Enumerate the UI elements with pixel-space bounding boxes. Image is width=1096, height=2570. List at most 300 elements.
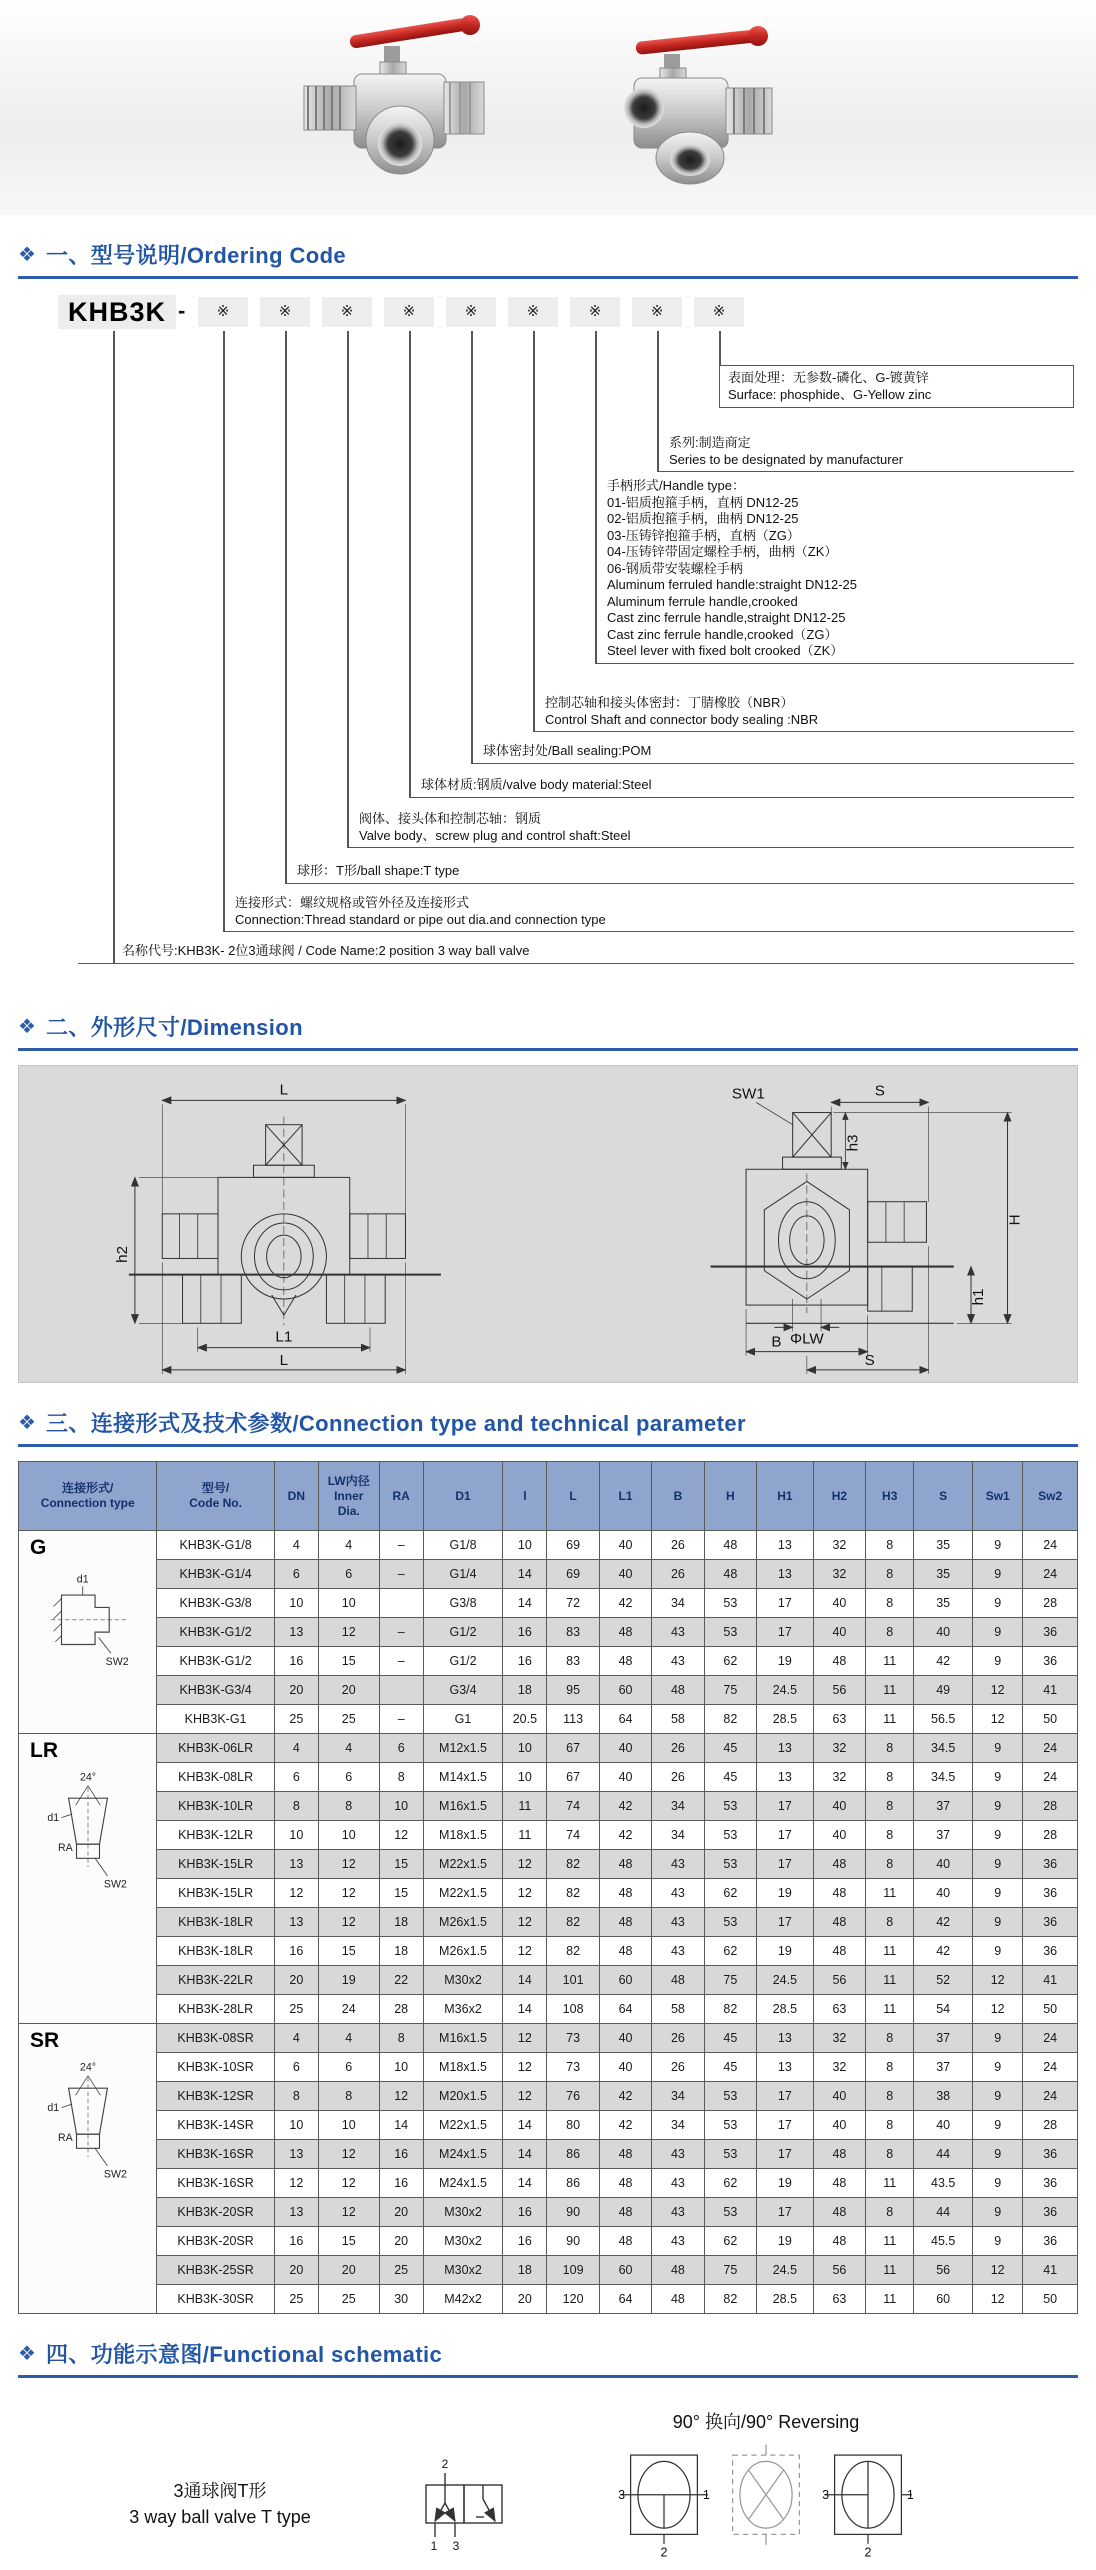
param-cell: 6 bbox=[318, 1560, 379, 1589]
callout-line: Control Shaft and connector body sealing :NBR bbox=[545, 711, 819, 727]
param-cell: 28 bbox=[1023, 1589, 1078, 1618]
reversing-squares bbox=[616, 2442, 916, 2560]
param-cell: 17 bbox=[757, 1589, 814, 1618]
callout-connector-line bbox=[533, 331, 535, 732]
param-cell: 6 bbox=[274, 2053, 318, 2082]
code-placeholder-box: ※ bbox=[446, 297, 496, 327]
param-cell: 9 bbox=[973, 1879, 1023, 1908]
param-cell: 28 bbox=[1023, 2111, 1078, 2140]
param-cell: 10 bbox=[379, 2053, 423, 2082]
param-cell: 40 bbox=[813, 1589, 865, 1618]
diagram-label-d1: d1 bbox=[47, 1812, 59, 1825]
param-cell: 43 bbox=[652, 2227, 704, 2256]
param-cell: 58 bbox=[652, 1995, 704, 2024]
param-cell: 48 bbox=[652, 1966, 704, 1995]
ordering-callout bbox=[285, 863, 1074, 884]
param-cell: 40 bbox=[813, 1618, 865, 1647]
param-cell: 16 bbox=[503, 1618, 547, 1647]
param-cell: M30x2 bbox=[423, 1966, 503, 1995]
param-cell: 8 bbox=[379, 1763, 423, 1792]
code-no-cell: KHB3K-G1/2 bbox=[157, 1618, 274, 1647]
code-no-cell: KHB3K-16SR bbox=[157, 2169, 274, 2198]
param-cell: 15 bbox=[379, 1850, 423, 1879]
model-code-separator: - bbox=[178, 298, 186, 323]
callout-line: 03-压铸锌抱箍手柄，直柄（ZG） bbox=[607, 527, 800, 543]
param-cell: 48 bbox=[599, 2140, 651, 2169]
param-cell: 40 bbox=[599, 2053, 651, 2082]
param-cell: 53 bbox=[704, 2082, 756, 2111]
param-cell: 11 bbox=[866, 1705, 914, 1734]
param-cell: 10 bbox=[503, 1763, 547, 1792]
param-cell: 14 bbox=[503, 1589, 547, 1618]
section-title: 三、连接形式及技术参数/Connection type and technical parameter bbox=[45, 1411, 746, 1436]
ordering-callout bbox=[595, 478, 1074, 664]
param-cell: 73 bbox=[547, 2053, 599, 2082]
code-no-cell: KHB3K-14SR bbox=[157, 2111, 274, 2140]
param-cell: 6 bbox=[274, 1560, 318, 1589]
code-placeholder-box: ※ bbox=[694, 297, 744, 327]
port-label-bottom: 2 bbox=[660, 2545, 668, 2560]
table-row bbox=[19, 2082, 1078, 2111]
code-no-cell: KHB3K-10SR bbox=[157, 2053, 274, 2082]
param-cell: M30x2 bbox=[423, 2256, 503, 2285]
thread-cone-diagram-icon bbox=[35, 1767, 141, 1893]
param-cell: 35 bbox=[914, 1560, 973, 1589]
table-row bbox=[19, 1937, 1078, 1966]
param-cell: 34 bbox=[652, 1589, 704, 1618]
param-cell: 24 bbox=[1023, 1734, 1078, 1763]
param-cell: 48 bbox=[599, 2227, 651, 2256]
param-cell: 8 bbox=[866, 1618, 914, 1647]
dim-label-L1: L1 bbox=[275, 1328, 293, 1346]
column-header: B bbox=[652, 1462, 704, 1531]
callout-line: Steel lever with fixed bolt crooked（ZK） bbox=[607, 643, 844, 658]
thread-g-diagram-icon bbox=[35, 1564, 141, 1672]
param-cell: 40 bbox=[914, 2111, 973, 2140]
callout-line: 控制芯轴和接头体密封：丁腈橡胶（NBR） bbox=[545, 695, 794, 710]
code-no-cell: KHB3K-12LR bbox=[157, 1821, 274, 1850]
param-cell: 11 bbox=[866, 1676, 914, 1705]
param-cell: 20.5 bbox=[503, 1705, 547, 1734]
table-row bbox=[19, 1676, 1078, 1705]
param-cell: 40 bbox=[599, 1734, 651, 1763]
param-cell: 28.5 bbox=[757, 2285, 814, 2314]
param-cell: 9 bbox=[973, 1589, 1023, 1618]
ordering-callout bbox=[471, 743, 1074, 764]
param-cell: 120 bbox=[547, 2285, 599, 2314]
param-cell: 4 bbox=[274, 1531, 318, 1560]
callout-connector-line bbox=[347, 331, 349, 848]
param-cell: 11 bbox=[866, 2227, 914, 2256]
param-cell: 48 bbox=[599, 1879, 651, 1908]
code-no-cell: KHB3K-28LR bbox=[157, 1995, 274, 2024]
param-cell: 36 bbox=[1023, 1908, 1078, 1937]
code-no-cell: KHB3K-G1/4 bbox=[157, 1560, 274, 1589]
reversing-label: 90° 换向/90° Reversing bbox=[672, 2412, 860, 2432]
dim-label-SW1: SW1 bbox=[731, 1085, 765, 1103]
callout-connector-line bbox=[657, 331, 659, 472]
param-cell: 41 bbox=[1023, 2256, 1078, 2285]
param-cell: 48 bbox=[813, 1908, 865, 1937]
param-cell: 12 bbox=[318, 1879, 379, 1908]
callout-connector-line bbox=[719, 331, 721, 365]
callout-line: 球形：T形/ball shape:T type bbox=[297, 863, 460, 878]
param-cell: – bbox=[379, 1618, 423, 1647]
param-cell: 43 bbox=[652, 1879, 704, 1908]
param-cell: 10 bbox=[318, 1821, 379, 1850]
param-cell: 22 bbox=[379, 1966, 423, 1995]
table-row bbox=[19, 1589, 1078, 1618]
valve-handle-icon bbox=[349, 15, 480, 64]
param-cell: 42 bbox=[599, 1821, 651, 1850]
table-row bbox=[19, 2140, 1078, 2169]
callout-line: 阀体、接头体和控制芯轴：钢质 bbox=[359, 811, 542, 826]
valve-type-label-zh: 3通球阀T形 bbox=[173, 2481, 267, 2501]
section-heading-schematic bbox=[18, 2338, 1078, 2378]
ball-position-2-icon bbox=[820, 2442, 916, 2560]
table-row bbox=[19, 1618, 1078, 1647]
param-cell: 41 bbox=[1023, 1966, 1078, 1995]
connection-type-cell-G bbox=[19, 1531, 157, 1734]
code-no-cell: KHB3K-15LR bbox=[157, 1850, 274, 1879]
diagram-label-d1: d1 bbox=[47, 2102, 59, 2115]
param-cell: 32 bbox=[813, 1531, 865, 1560]
param-cell: 9 bbox=[973, 2198, 1023, 2227]
hydraulic-symbol-icon bbox=[388, 2450, 538, 2570]
param-cell: 17 bbox=[757, 2198, 814, 2227]
param-cell: 14 bbox=[503, 1995, 547, 2024]
param-cell: 12 bbox=[973, 1705, 1023, 1734]
ordering-callout bbox=[657, 435, 1074, 472]
param-cell: 35 bbox=[914, 1531, 973, 1560]
param-cell: 36 bbox=[1023, 1618, 1078, 1647]
param-cell: 48 bbox=[813, 2169, 865, 2198]
param-cell: 34 bbox=[652, 1792, 704, 1821]
param-cell: 14 bbox=[503, 2169, 547, 2198]
param-cell: – bbox=[379, 1531, 423, 1560]
param-cell: 32 bbox=[813, 2053, 865, 2082]
callout-line: 06-钢质带安装螺栓手柄 bbox=[607, 560, 743, 576]
param-cell: 54 bbox=[914, 1995, 973, 2024]
param-cell: 6 bbox=[274, 1763, 318, 1792]
ordering-callout bbox=[719, 365, 1074, 408]
param-cell: 8 bbox=[866, 2053, 914, 2082]
param-cell: 40 bbox=[813, 1792, 865, 1821]
param-cell: – bbox=[379, 1560, 423, 1589]
param-cell: 11 bbox=[503, 1821, 547, 1850]
param-cell: 75 bbox=[704, 2256, 756, 2285]
param-cell: 6 bbox=[318, 2053, 379, 2082]
table-row bbox=[19, 2111, 1078, 2140]
param-cell: 76 bbox=[547, 2082, 599, 2111]
param-cell: 25 bbox=[379, 2256, 423, 2285]
param-cell: 8 bbox=[866, 2082, 914, 2111]
valve-body-icon bbox=[624, 68, 772, 184]
param-cell: 24 bbox=[1023, 2024, 1078, 2053]
param-cell: 53 bbox=[704, 2140, 756, 2169]
table-row bbox=[19, 1734, 1078, 1763]
callout-connector-line bbox=[595, 331, 597, 664]
param-cell: 8 bbox=[866, 1763, 914, 1792]
param-cell: 43 bbox=[652, 2198, 704, 2227]
param-cell: 48 bbox=[599, 2198, 651, 2227]
param-cell: 20 bbox=[379, 2227, 423, 2256]
param-cell: 18 bbox=[503, 2256, 547, 2285]
param-cell: 56.5 bbox=[914, 1705, 973, 1734]
param-cell: 75 bbox=[704, 1676, 756, 1705]
param-cell: 4 bbox=[274, 2024, 318, 2053]
ball-transition-icon bbox=[718, 2442, 814, 2560]
code-no-cell: KHB3K-18LR bbox=[157, 1937, 274, 1966]
callout-line: Series to be designated by manufacturer bbox=[669, 451, 904, 467]
dim-label-h3: h3 bbox=[844, 1134, 862, 1152]
ordering-code-diagram bbox=[18, 295, 1078, 987]
param-cell: 64 bbox=[599, 2285, 651, 2314]
param-cell: 90 bbox=[547, 2227, 599, 2256]
column-header: H3 bbox=[866, 1462, 914, 1531]
param-cell: 26 bbox=[652, 2053, 704, 2082]
param-cell: 15 bbox=[318, 1937, 379, 1966]
param-cell: 16 bbox=[379, 2169, 423, 2198]
param-cell: 67 bbox=[547, 1763, 599, 1792]
param-cell: 80 bbox=[547, 2111, 599, 2140]
param-cell: 24 bbox=[1023, 2082, 1078, 2111]
param-cell: 4 bbox=[318, 2024, 379, 2053]
param-cell: G3/4 bbox=[423, 1676, 503, 1705]
callout-line: 02-铝质抱箍手柄，曲柄 DN12-25 bbox=[607, 511, 799, 526]
param-cell: 86 bbox=[547, 2169, 599, 2198]
param-cell: 8 bbox=[318, 2082, 379, 2111]
ordering-callout bbox=[223, 895, 1074, 932]
param-cell: 11 bbox=[866, 1937, 914, 1966]
param-cell: 48 bbox=[599, 1937, 651, 1966]
param-cell: 43 bbox=[652, 1647, 704, 1676]
param-cell: 32 bbox=[813, 1560, 865, 1589]
param-cell: M30x2 bbox=[423, 2227, 503, 2256]
port-label-right: 1 bbox=[702, 2487, 710, 2502]
callout-line: 连接形式：螺纹规格或管外径及连接形式 bbox=[235, 895, 470, 910]
param-cell: 26 bbox=[652, 1531, 704, 1560]
param-cell: 42 bbox=[599, 2082, 651, 2111]
param-cell: 48 bbox=[599, 1850, 651, 1879]
param-cell: 42 bbox=[914, 1937, 973, 1966]
param-cell: 43 bbox=[652, 1908, 704, 1937]
code-no-cell: KHB3K-G1/8 bbox=[157, 1531, 274, 1560]
param-cell: M16x1.5 bbox=[423, 2024, 503, 2053]
param-cell: 48 bbox=[599, 1618, 651, 1647]
param-cell: 48 bbox=[813, 2227, 865, 2256]
param-cell: 19 bbox=[757, 1937, 814, 1966]
param-cell: 40 bbox=[599, 1531, 651, 1560]
param-cell: 24.5 bbox=[757, 2256, 814, 2285]
param-cell: 13 bbox=[757, 2053, 814, 2082]
param-cell: 53 bbox=[704, 2198, 756, 2227]
param-cell: 50 bbox=[1023, 1705, 1078, 1734]
param-cell: 62 bbox=[704, 1647, 756, 1676]
table-row bbox=[19, 2198, 1078, 2227]
param-cell: 40 bbox=[813, 1821, 865, 1850]
param-cell: 24.5 bbox=[757, 1676, 814, 1705]
param-cell: 73 bbox=[547, 2024, 599, 2053]
param-cell: 82 bbox=[704, 2285, 756, 2314]
param-cell: 12 bbox=[973, 1995, 1023, 2024]
param-cell: 34.5 bbox=[914, 1734, 973, 1763]
valve-type-label bbox=[70, 2478, 370, 2530]
param-cell: 28 bbox=[1023, 1792, 1078, 1821]
param-cell: 9 bbox=[973, 1531, 1023, 1560]
param-cell: 108 bbox=[547, 1995, 599, 2024]
dim-label-h2: h2 bbox=[113, 1245, 131, 1263]
param-cell: 36 bbox=[1023, 1879, 1078, 1908]
table-row bbox=[19, 2285, 1078, 2314]
param-cell: 14 bbox=[503, 1966, 547, 1995]
param-cell: 62 bbox=[704, 1937, 756, 1966]
param-cell: 26 bbox=[652, 1734, 704, 1763]
param-cell: 12 bbox=[973, 1676, 1023, 1705]
param-cell: 34 bbox=[652, 2111, 704, 2140]
param-cell: 12 bbox=[274, 1879, 318, 1908]
param-cell: 8 bbox=[866, 1560, 914, 1589]
diagram-label-sw2: SW2 bbox=[103, 1878, 127, 1891]
param-cell: 75 bbox=[704, 1966, 756, 1995]
param-cell: 48 bbox=[704, 1560, 756, 1589]
param-cell: 34.5 bbox=[914, 1763, 973, 1792]
param-cell: M22x1.5 bbox=[423, 1850, 503, 1879]
column-header: l bbox=[503, 1462, 547, 1531]
param-cell: 43.5 bbox=[914, 2169, 973, 2198]
valve-body-icon bbox=[304, 62, 484, 174]
callout-connector-line bbox=[409, 331, 411, 798]
param-cell: 11 bbox=[503, 1792, 547, 1821]
param-cell: 12 bbox=[973, 2256, 1023, 2285]
param-cell: M26x1.5 bbox=[423, 1937, 503, 1966]
param-cell: 48 bbox=[813, 1879, 865, 1908]
param-cell: 35 bbox=[914, 1589, 973, 1618]
param-cell: 10 bbox=[503, 1734, 547, 1763]
param-cell: 8 bbox=[866, 2198, 914, 2227]
column-header: H bbox=[704, 1462, 756, 1531]
param-cell bbox=[379, 1589, 423, 1618]
param-cell: 14 bbox=[503, 2111, 547, 2140]
param-cell: 12 bbox=[503, 2082, 547, 2111]
param-cell: M12x1.5 bbox=[423, 1734, 503, 1763]
ordering-callout bbox=[347, 811, 1074, 848]
code-placeholder-box: ※ bbox=[260, 297, 310, 327]
param-cell: 43 bbox=[652, 2169, 704, 2198]
param-cell: 24 bbox=[1023, 1560, 1078, 1589]
param-cell: 60 bbox=[599, 1966, 651, 1995]
table-row bbox=[19, 1821, 1078, 1850]
param-cell: 30 bbox=[379, 2285, 423, 2314]
table-row bbox=[19, 2053, 1078, 2082]
param-cell: 20 bbox=[274, 1966, 318, 1995]
param-cell: 17 bbox=[757, 2140, 814, 2169]
param-cell: 26 bbox=[652, 2024, 704, 2053]
table-row bbox=[19, 2169, 1078, 2198]
callout-connector-line bbox=[223, 331, 225, 932]
code-no-cell: KHB3K-10LR bbox=[157, 1792, 274, 1821]
table-row bbox=[19, 2024, 1078, 2053]
param-cell: 63 bbox=[813, 1705, 865, 1734]
param-cell: 40 bbox=[599, 1763, 651, 1792]
port-label-right: 1 bbox=[906, 2487, 914, 2502]
param-cell: 53 bbox=[704, 1618, 756, 1647]
param-cell: 16 bbox=[274, 1937, 318, 1966]
ordering-callout bbox=[78, 943, 1074, 964]
param-cell: M18x1.5 bbox=[423, 2053, 503, 2082]
param-cell: 48 bbox=[813, 1647, 865, 1676]
param-cell: M22x1.5 bbox=[423, 1879, 503, 1908]
param-cell: 48 bbox=[813, 1937, 865, 1966]
callout-line: Aluminum ferrule handle,crooked bbox=[607, 593, 798, 609]
param-cell: G3/8 bbox=[423, 1589, 503, 1618]
functional-schematic bbox=[18, 2408, 1078, 2570]
dim-label-B: B bbox=[771, 1333, 782, 1351]
param-cell: 20 bbox=[379, 2198, 423, 2227]
callout-line: Cast zinc ferrule handle,straight DN12-25 bbox=[607, 610, 846, 625]
param-cell: 8 bbox=[318, 1792, 379, 1821]
param-cell: 48 bbox=[813, 2198, 865, 2227]
param-cell: 45 bbox=[704, 2024, 756, 2053]
param-cell: 109 bbox=[547, 2256, 599, 2285]
diagram-label-ra: RA bbox=[57, 1842, 73, 1855]
param-cell: 10 bbox=[274, 1589, 318, 1618]
param-cell: 42 bbox=[599, 1792, 651, 1821]
param-cell: 13 bbox=[274, 1618, 318, 1647]
param-cell: 26 bbox=[652, 1763, 704, 1792]
param-cell: 4 bbox=[318, 1531, 379, 1560]
param-cell: 8 bbox=[866, 1850, 914, 1879]
param-cell: 12 bbox=[503, 2053, 547, 2082]
param-cell: 9 bbox=[973, 1908, 1023, 1937]
param-cell: 36 bbox=[1023, 2140, 1078, 2169]
param-cell: 62 bbox=[704, 2227, 756, 2256]
param-cell: 16 bbox=[274, 1647, 318, 1676]
param-cell: 36 bbox=[1023, 2198, 1078, 2227]
code-no-cell: KHB3K-30SR bbox=[157, 2285, 274, 2314]
table-row bbox=[19, 2227, 1078, 2256]
param-cell: 42 bbox=[599, 2111, 651, 2140]
connection-group-label: SR bbox=[30, 2029, 60, 2052]
param-cell: 17 bbox=[757, 1908, 814, 1937]
code-no-cell: KHB3K-16SR bbox=[157, 2140, 274, 2169]
code-no-cell: KHB3K-12SR bbox=[157, 2082, 274, 2111]
param-cell: M22x1.5 bbox=[423, 2111, 503, 2140]
param-cell: 40 bbox=[599, 1560, 651, 1589]
table-row bbox=[19, 1995, 1078, 2024]
param-cell: G1/2 bbox=[423, 1618, 503, 1647]
param-cell: 9 bbox=[973, 1792, 1023, 1821]
param-cell: 12 bbox=[318, 2140, 379, 2169]
dim-label-LW: ΦLW bbox=[789, 1330, 824, 1348]
param-cell: 14 bbox=[503, 1560, 547, 1589]
param-cell: 12 bbox=[318, 2198, 379, 2227]
param-cell: 28.5 bbox=[757, 1995, 814, 2024]
callout-line: 手柄形式/Handle type： bbox=[607, 478, 745, 493]
param-cell: 11 bbox=[866, 1879, 914, 1908]
callout-line: Surface: phosphide、G-Yellow zinc bbox=[728, 386, 932, 402]
param-cell: 20 bbox=[503, 2285, 547, 2314]
param-cell: 82 bbox=[547, 1879, 599, 1908]
param-cell: 45 bbox=[704, 2053, 756, 2082]
code-no-cell: KHB3K-G3/4 bbox=[157, 1676, 274, 1705]
column-header: L bbox=[547, 1462, 599, 1531]
param-cell: 8 bbox=[866, 1908, 914, 1937]
param-cell: 12 bbox=[318, 1850, 379, 1879]
param-cell: 11 bbox=[866, 2256, 914, 2285]
param-cell: 20 bbox=[274, 1676, 318, 1705]
param-cell: 9 bbox=[973, 1734, 1023, 1763]
